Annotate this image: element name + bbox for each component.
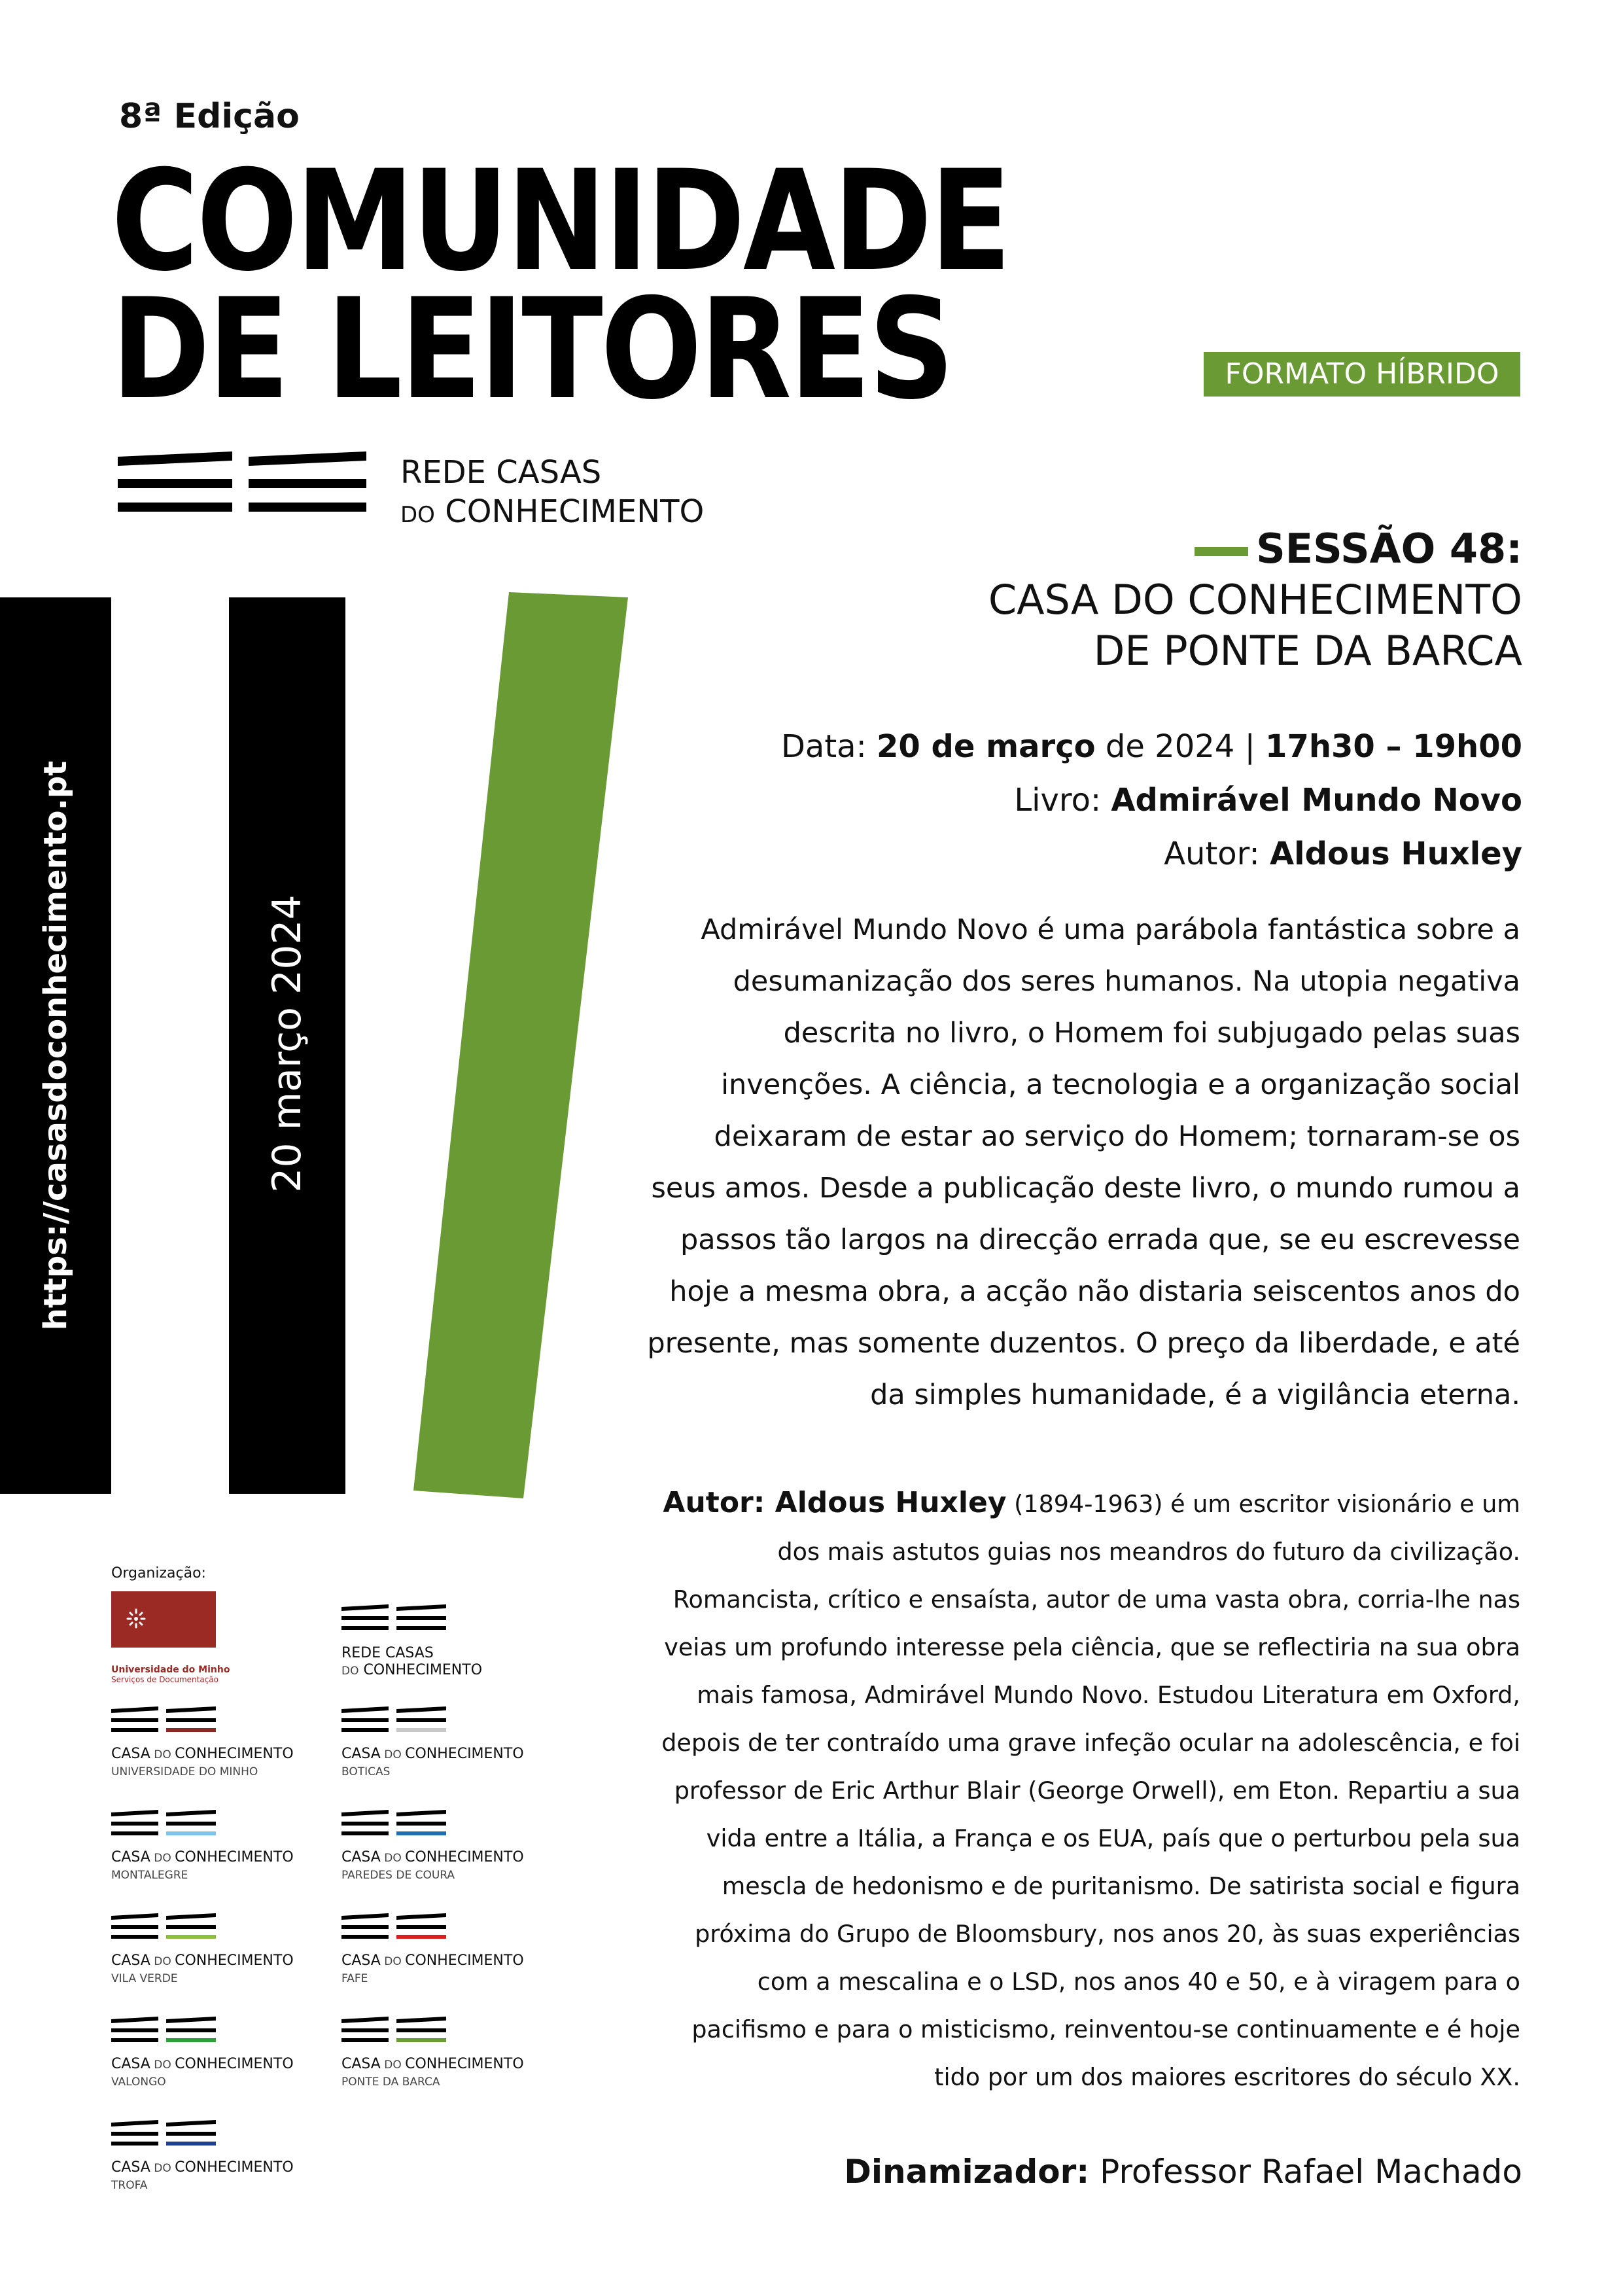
casa-do: DO: [150, 1852, 175, 1865]
casa-word: CASA: [341, 1952, 381, 1969]
casa-name: [341, 2056, 524, 2074]
casa-conhecimento: CONHECIMENTO: [405, 1849, 524, 1865]
author-bio-lead: Autor: Aldous Huxley: [663, 1486, 1007, 1519]
rede-line-2-small: DO: [400, 502, 435, 528]
casa-conhecimento: CONHECIMENTO: [405, 1952, 524, 1969]
casa-word: CASA: [111, 2159, 150, 2176]
rede-small-conhecimento: CONHECIMENTO: [363, 1662, 483, 1678]
organization-label: Organização:: [111, 1565, 206, 1581]
book-title: Admirável Mundo Novo: [1111, 782, 1522, 819]
rede-small-line-1: REDE CASAS: [341, 1645, 434, 1661]
rede-casas-small-logo-icon: [341, 1604, 446, 1633]
green-slanted-bar: [406, 592, 635, 1502]
casa-name: [111, 1849, 294, 1867]
date-label: Data:: [780, 728, 867, 765]
rede-small-line-2: [341, 1662, 482, 1680]
rede-casas-small-name: [341, 1645, 482, 1680]
casa-logo-icon: [111, 1706, 216, 1735]
casa-word: CASA: [341, 1849, 381, 1865]
dinamizador-label: Dinamizador:: [844, 2153, 1090, 2191]
casa-logo-icon: [111, 1913, 216, 1942]
casa-label: [341, 1849, 524, 1884]
casa-place: VALONGO: [111, 2075, 166, 2089]
session-label-row: [988, 523, 1522, 574]
book-label: Livro:: [1014, 782, 1102, 819]
casa-label: [111, 2159, 294, 2194]
casa-do: DO: [380, 1955, 406, 1968]
casa-logo-icon: [341, 1810, 446, 1839]
casa-word: CASA: [341, 1746, 381, 1762]
casa-conhecimento: CONHECIMENTO: [405, 2056, 524, 2072]
uminho-sub: Serviços de Documentação: [111, 1675, 219, 1684]
session-accent-bar: [1195, 547, 1248, 556]
casa-logo-icon: [341, 1706, 446, 1735]
author-bio: [641, 1479, 1520, 2101]
edition-label: 8ª Edição: [119, 97, 300, 136]
casa-do: DO: [150, 1748, 175, 1761]
date-value: 20 de março: [877, 728, 1096, 765]
uminho-name: Universidade do Minho: [111, 1665, 230, 1675]
casa-word: CASA: [111, 2056, 150, 2072]
time-value: 17h30 – 19h00: [1265, 728, 1522, 765]
casa-conhecimento: CONHECIMENTO: [175, 1952, 294, 1969]
casa-word: CASA: [111, 1746, 150, 1762]
casa-name: [341, 1952, 524, 1970]
casa-label: [341, 1952, 524, 1987]
casa-place: PAREDES DE COURA: [341, 1869, 455, 1882]
session-place-line-1: CASA DO CONHECIMENTO: [988, 576, 1522, 624]
casa-place: FAFE: [341, 1972, 368, 1985]
rede-line-1: REDE CASAS: [400, 454, 602, 491]
casa-logo-icon: [111, 2017, 216, 2045]
session-label: SESSÃO 48:: [1256, 525, 1522, 573]
uminho-emblem-icon: [111, 1591, 216, 1648]
casa-word: CASA: [111, 1952, 150, 1969]
format-badge: FORMATO HÍBRIDO: [1204, 352, 1520, 397]
casa-place: TROFA: [111, 2179, 148, 2192]
author-bio-text: (1894-1963) é um escritor visionário e um dos mais astutos guias nos meandros do futuro da civilização. Romancista, crítico e ensaísta, autor de uma vasta obra, corria-lhe nas veias um profundo interesse pela ciência, que se reflectiria na sua obra mais famosa, Admirável Mundo Novo. Estudou Literatura em Oxford, depois de ter contraído uma grave infeção ocular na adolescência, e foi professor de Eric Arthur Blair (George Orwell), em Eton. Repartiu a sua vida entre a Itália, a França e os EUA, país que o perturbou pela sua mescla de hedonismo e de puritanismo. De satirista social e figura próxima do Grupo de Bloomsbury, nos anos 20, às suas experiências com a mescalina e o LSD, nos anos 40 e 50, e à viragem para o pacifismo e para o misticismo, reinventou-se continuamente e é hoje tido por um dos maiores escritores do século XX.: [661, 1490, 1520, 2091]
casa-do: DO: [150, 2162, 175, 2175]
rede-casas-name: [400, 453, 704, 535]
casa-logo-icon: [341, 2017, 446, 2045]
casa-conhecimento: CONHECIMENTO: [405, 1746, 524, 1762]
rede-casas-logo-icon: [118, 451, 366, 523]
date-separator: |: [1244, 728, 1255, 765]
date-row: [781, 720, 1522, 773]
author-label: Autor:: [1164, 836, 1260, 872]
title-line-2: DE LEITORES: [111, 268, 952, 430]
casa-place: VILA VERDE: [111, 1972, 178, 1985]
casa-place: PONTE DA BARCA: [341, 2075, 440, 2089]
casa-place: MONTALEGRE: [111, 1869, 188, 1882]
casa-name: [341, 1746, 524, 1763]
casa-logo-icon: [341, 1913, 446, 1942]
casa-do: DO: [150, 1955, 175, 1968]
page-title: [111, 140, 1009, 430]
casa-conhecimento: CONHECIMENTO: [175, 2056, 294, 2072]
casa-label: [341, 1746, 524, 1780]
author-name: Aldous Huxley: [1270, 836, 1522, 872]
casa-label: [111, 1952, 294, 1987]
casa-place: UNIVERSIDADE DO MINHO: [111, 1765, 258, 1778]
dinamizador-name: Professor Rafael Machado: [1100, 2153, 1522, 2191]
casa-word: CASA: [111, 1849, 150, 1865]
session-place-line-2: DE PONTE DA BARCA: [1093, 627, 1522, 675]
rede-line-2-main: CONHECIMENTO: [445, 493, 705, 530]
casa-label: [111, 1849, 294, 1884]
casa-do: DO: [380, 1852, 406, 1865]
casa-conhecimento: CONHECIMENTO: [175, 2159, 294, 2176]
casa-name: [111, 2159, 294, 2177]
title-line-1: COMUNIDADE: [111, 140, 1009, 302]
casa-place: BOTICAS: [341, 1765, 391, 1778]
casa-conhecimento: CONHECIMENTO: [175, 1849, 294, 1865]
casa-logo-icon: [111, 2120, 216, 2149]
event-details: [781, 720, 1522, 881]
casa-label: [111, 2056, 294, 2091]
rede-line-2: [400, 492, 704, 535]
session-heading: [988, 523, 1522, 677]
casa-logo-icon: [111, 1810, 216, 1839]
casa-do: DO: [380, 1748, 406, 1761]
casa-name: [111, 1746, 294, 1763]
casa-word: CASA: [341, 2056, 381, 2072]
rede-small-do: DO: [341, 1665, 359, 1678]
casa-name: [341, 1849, 524, 1867]
casa-label: [341, 2056, 524, 2091]
casa-do: DO: [380, 2058, 406, 2072]
casa-name: [111, 2056, 294, 2074]
website-link[interactable]: https://casasdoconhecimento.pt: [37, 760, 74, 1331]
casa-label: [111, 1746, 294, 1780]
book-row: [781, 773, 1522, 827]
dinamizador: [844, 2153, 1522, 2191]
side-date: 20 março 2024: [264, 894, 310, 1193]
date-year: de 2024: [1105, 728, 1235, 765]
author-row: [781, 827, 1522, 881]
casa-do: DO: [150, 2058, 175, 2072]
book-description: Admirável Mundo Novo é uma parábola fantástica sobre a desumanização dos seres humanos. Na utopia negativa descrita no livro, o Homem foi subjugado pelas suas invenções. A ciência, a tecnologia e a organização social deixaram de estar ao serviço do Homem; tornaram-se os seus amos. Desde a publicação deste livro, o mundo rumou a passos tão largos na direcção errada que, se eu escrevesse hoje a mesma obra, a acção não distaria seiscentos anos do presente, mas somente duzentos. O preço da liberdade, e até da simples humanidade, é a vigilância eterna.: [647, 913, 1520, 1411]
uminho-logo: [111, 1591, 216, 1648]
casa-conhecimento: CONHECIMENTO: [175, 1746, 294, 1762]
casa-name: [111, 1952, 294, 1970]
